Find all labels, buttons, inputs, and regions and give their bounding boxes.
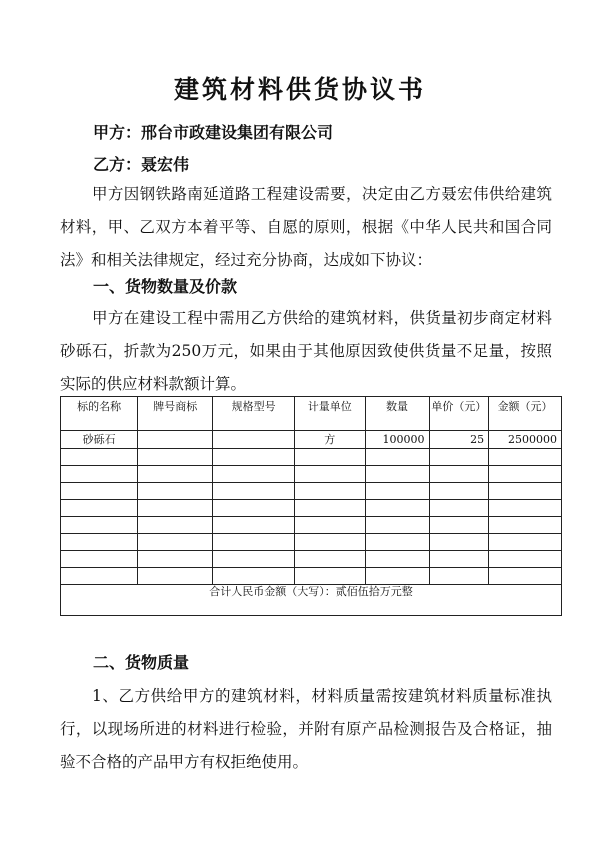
- table-row-empty: [61, 568, 562, 585]
- section2-paragraph: 1、乙方供给甲方的建筑材料，材料质量需按建筑材料质量标准执行，以现场所进的材料进行检验，并附有原产品检测报告及合格证，抽验不合格的产品甲方有权拒绝使用。: [60, 687, 552, 771]
- table-header-row: [61, 397, 562, 431]
- table-row-empty: [61, 466, 562, 483]
- table-header: 规格型号: [213, 397, 295, 431]
- party-a: 甲方：邢台市政建设集团有限公司: [93, 123, 334, 142]
- table-row-empty: [61, 551, 562, 568]
- table-total-row: [61, 585, 562, 616]
- table-row-empty: [61, 517, 562, 534]
- section1-paragraph: 甲方在建设工程中需用乙方供给的建筑材料，供货量初步商定材料砂砾石，折款为250万元，如果由于其他原因致使供货量不足量，按照实际的供应材料款额计算。: [60, 309, 552, 393]
- table-header: 数量: [365, 397, 429, 431]
- table-row-empty: [61, 534, 562, 551]
- table-row-empty: [61, 483, 562, 500]
- document-title: 建筑材料供货协议书: [173, 75, 426, 104]
- table-header: 标的名称: [61, 397, 138, 431]
- table-cell: 100000: [365, 431, 429, 449]
- table-header: 牌号商标: [138, 397, 213, 431]
- party-b: 乙方：聂宏伟: [93, 155, 190, 174]
- table-row-empty: [61, 500, 562, 517]
- table-total: 合计人民币金额（大写）：贰佰伍拾万元整: [61, 585, 562, 616]
- table-header: 计量单位: [294, 397, 365, 431]
- table-row-empty: [61, 449, 562, 466]
- table-cell: 砂砾石: [61, 431, 138, 449]
- intro-paragraph: 甲方因钢铁路南延道路工程建设需要，决定由乙方聂宏伟供给建筑材料，甲、乙双方本着平等、自愿的原则，根据《中华人民共和国合同法》和相关法律规定，经过充分协商，达成如下协议：: [60, 185, 552, 269]
- section2-heading: 二、货物质量: [93, 653, 190, 672]
- table-header: 单价（元）: [429, 397, 489, 431]
- table-cell: [213, 431, 295, 449]
- table-header: 金额（元）: [489, 397, 562, 431]
- table-cell: 25: [429, 431, 489, 449]
- goods-table: [60, 396, 562, 616]
- table-cell: [138, 431, 213, 449]
- table-cell: 2500000: [489, 431, 562, 449]
- section1-heading: 一、货物数量及价款: [93, 277, 238, 296]
- table-row: [61, 431, 562, 449]
- table-cell: 方: [294, 431, 365, 449]
